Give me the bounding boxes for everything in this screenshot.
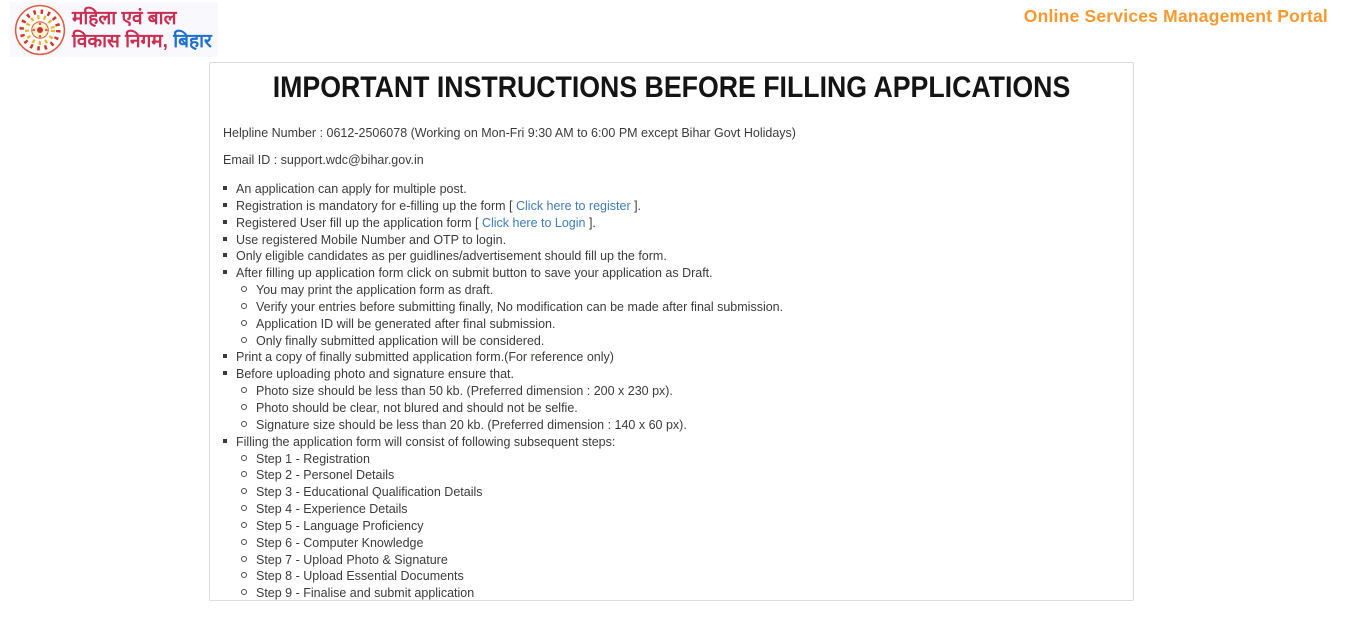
instruction-text: ]. [585, 215, 596, 230]
instruction-text: Print a copy of finally submitted application form.(For reference only) [236, 350, 614, 365]
instruction-subitem: Photo size should be less than 50 kb. (Preferred dimension : 200 x 230 px). [241, 383, 1120, 400]
instruction-text: Only eligible candidates as per guidlines/advertisement should fill up the form. [236, 249, 667, 264]
register-link[interactable]: Click here to register [515, 198, 631, 213]
instruction-subitem: Application ID will be generated after final submission. [241, 316, 1120, 333]
portal-title: Online Services Management Portal [1023, 6, 1328, 26]
instruction-subitem: You may print the application form as draft. [241, 282, 1120, 299]
instruction-sublist [223, 383, 1120, 434]
instruction-subitem: Step 9 - Finalise and submit application [241, 585, 1120, 602]
instruction-text: Before uploading photo and signature ensure that. [236, 367, 514, 382]
instruction-subitem: Step 8 - Upload Essential Documents [241, 568, 1120, 585]
instruction-item [223, 265, 1120, 349]
instruction-item [223, 349, 1120, 366]
instruction-subitem: Step 4 - Experience Details [241, 501, 1120, 518]
org-name-line2 [72, 30, 212, 53]
page-header [0, 0, 1365, 60]
instruction-item [223, 215, 1120, 232]
card-title: IMPORTANT INSTRUCTIONS BEFORE FILLING APPLICATIONS [272, 71, 1071, 104]
instruction-subitem: Signature size should be less than 20 kb. (Preferred dimension : 140 x 60 px). [241, 417, 1120, 434]
instruction-text: An application can apply for multiple post. [236, 182, 467, 196]
instruction-item [223, 232, 1120, 249]
instruction-text: ]. [630, 198, 642, 213]
instruction-text: Registered User fill up the application form [ [236, 215, 482, 230]
instruction-item [223, 181, 1120, 198]
instructions-card [209, 62, 1134, 601]
org-name-line2-blue: बिहार [167, 30, 212, 52]
instruction-sublist [223, 451, 1120, 603]
instruction-text: Filling the application form will consist of following subsequent steps: [236, 434, 616, 449]
org-logo[interactable] [10, 2, 218, 57]
instruction-item [223, 434, 1120, 602]
instruction-item [223, 248, 1120, 265]
instruction-subitem: Photo should be clear, not blured and should not be selfie. [241, 400, 1120, 417]
instruction-subitem: Step 1 - Registration [241, 451, 1120, 468]
login-link[interactable]: Click here to Login [481, 215, 586, 230]
instruction-subitem: Step 5 - Language Proficiency [241, 518, 1120, 535]
support-email: Email ID : support.wdc@bihar.gov.in [223, 153, 424, 167]
instruction-item [223, 198, 1120, 215]
org-name [72, 7, 212, 53]
org-name-line1: महिला एवं बाल [72, 7, 177, 29]
org-emblem-icon [14, 4, 66, 56]
instruction-text: Use registered Mobile Number and OTP to login. [236, 232, 507, 247]
helpline-number: Helpline Number : 0612-2506078 (Working on Mon-Fri 9:30 AM to 6:00 PM except Bihar Govt Holidays) [223, 126, 796, 140]
instruction-subitem: Step 7 - Upload Photo & Signature [241, 552, 1120, 569]
instruction-subitem: Verify your entries before submitting finally, No modification can be made after final submission. [241, 299, 1120, 316]
instruction-subitem: Step 6 - Computer Knowledge [241, 535, 1120, 552]
instruction-text: After filling up application form click on submit button to save your application as Draft. [236, 266, 713, 281]
instruction-subitem: Step 2 - Personel Details [241, 467, 1120, 484]
instruction-sublist [223, 282, 1120, 349]
instruction-item [223, 366, 1120, 433]
org-name-line2-red: विकास निगम, [72, 30, 168, 52]
instructions-list [223, 181, 1120, 602]
instruction-subitem: Only finally submitted application will be considered. [241, 333, 1120, 350]
instruction-subitem: Step 3 - Educational Qualification Details [241, 484, 1120, 501]
instruction-text: Registration is mandatory for e-filling up the form [ [236, 198, 516, 213]
